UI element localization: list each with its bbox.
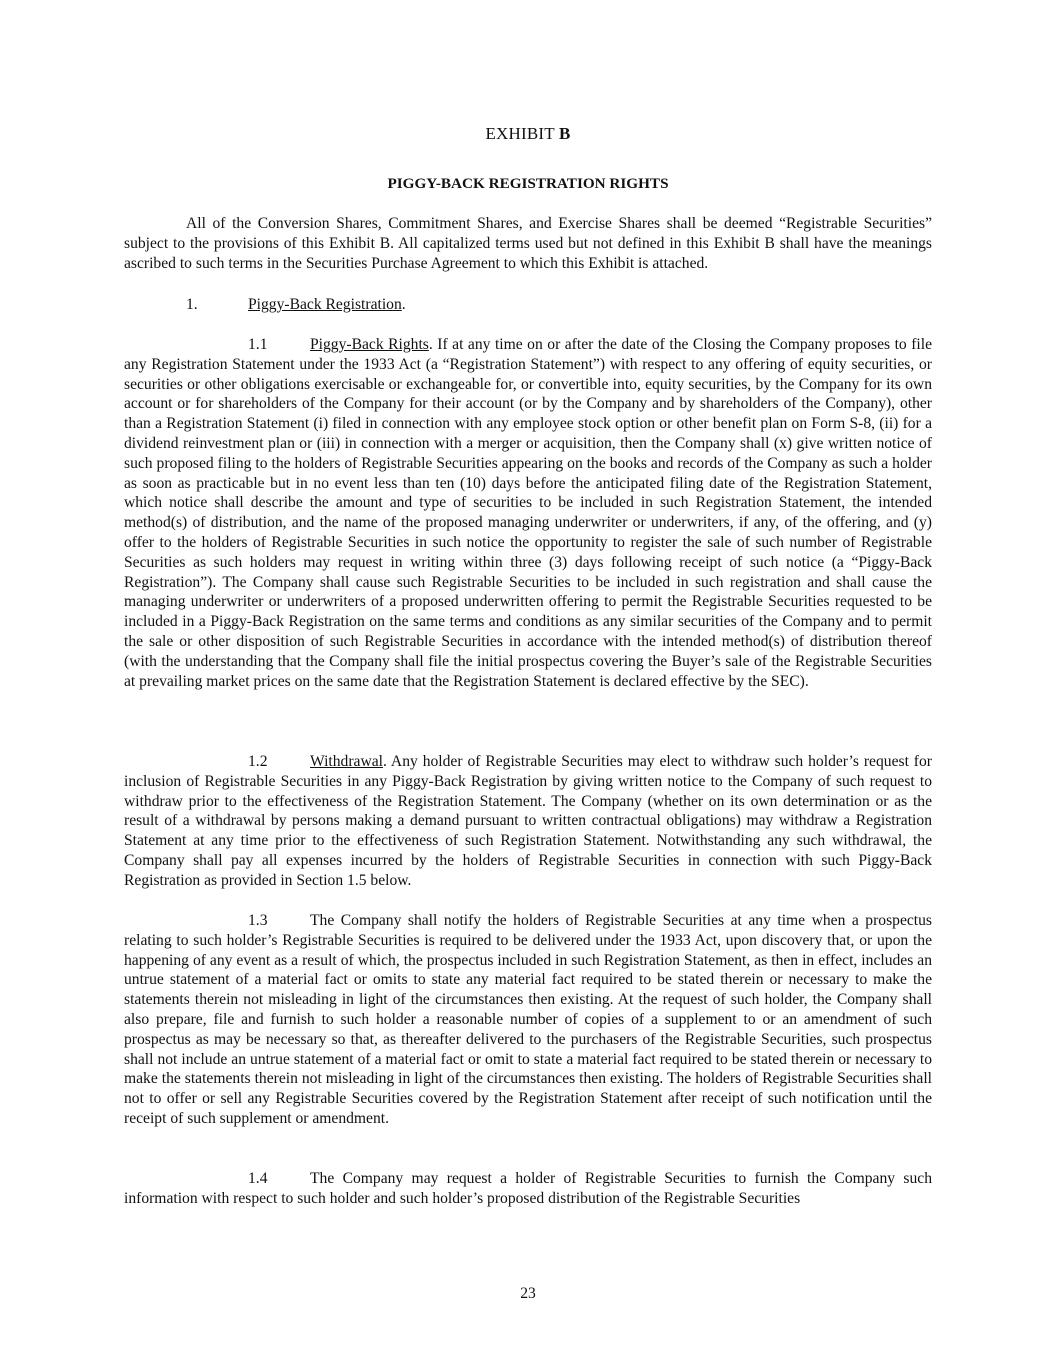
subsection-1-4-text: The Company may request a holder of Registrable Securities to furnish the Company such information with respect to such holder and such holder’s proposed distribution of the Registrable Securities [124, 1170, 932, 1207]
exhibit-letter: B [558, 124, 571, 143]
section-1-number: 1. [186, 296, 198, 313]
subsection-1-2-title: Withdrawal [310, 753, 383, 770]
subsection-1-3-number: 1.3 [248, 912, 268, 929]
subsection-1-3 [124, 911, 932, 1129]
subsection-1-4 [124, 1169, 932, 1209]
intro-paragraph: All of the Conversion Shares, Commitment Shares, and Exercise Shares shall be deemed “Registrable Securities” subject to the provisions of this Exhibit B. All capitalized terms used but not defined in this Exhibit B shall have the meanings ascribed to such terms in the Securities Purchase Agreement to which this Exhibit is attached. [124, 215, 932, 272]
section-1-trailing: . [401, 296, 406, 313]
subsection-1-1 [124, 335, 932, 691]
subsection-1-2-text: . Any holder of Registrable Securities may elect to withdraw such holder’s request for inclusion of Registrable Securities in any Piggy-Back Registration by giving written notice to the Company of such request to withdraw prior to the effectiveness of the Registration Statement. The Company (whether on its own determination or as the result of a withdrawal by persons making a demand pursuant to written contractual obligations) may withdraw a Registration Statement at any time prior to the effectiveness of such Registration Statement. Notwithstanding any such withdrawal, the Company shall pay all expenses incurred by the holders of Registrable Securities in connection with such Piggy-Back Registration as provided in Section 1.5 below. [124, 753, 932, 889]
section-title: PIGGY-BACK REGISTRATION RIGHTS [387, 175, 669, 192]
subsection-1-2-number: 1.2 [248, 753, 268, 770]
subsection-1-1-text: . If at any time on or after the date of the Closing the Company proposes to file any Registration Statement under the 1933 Act (a “Registration Statement”) with respect to any offering of equity securities, or securities or other obligations exercisable or exchangeable for, or convertible into, equity securities, by the Company for its own account or for shareholders of the Company for their account (or by the Company and by shareholders of the Company), other than a Registration Statement (i) filed in connection with any employee stock option or other benefit plan on Form S-8, (ii) for a dividend reinvestment plan or (iii) in connection with a merger or acquisition, then the Company shall (x) give written notice of such proposed filing to the holders of Registrable Securities appearing on the books and records of the Company as such a holder as soon as practicable but in no event less than ten (10) days before the anticipated filing date of the Registration Statement, which notice shall describe the amount and type of securities to be included in such Registration Statement, the intended method(s) of distribution, and the name of the proposed managing underwriter or underwriters, if any, of the offering, and (y) offer to the holders of Registrable Securities in such notice the opportunity to register the sale of such number of Registrable Securities as such holders may request in writing within three (3) days following receipt of such notice (a “Piggy-Back Registration”). The Company shall cause such Registrable Securities to be included in such registration and shall cause the managing underwriter or underwriters of a proposed underwritten offering to permit the Registrable Securities requested to be included in a Piggy-Back Registration on the same terms and conditions as any similar securities of the Company and to permit the sale or other disposition of such Registrable Securities in accordance with the intended method(s) of distribution thereof (with the understanding that the Company shall file the initial prospectus covering the Buyer’s sale of the Registrable Securities at prevailing market prices on the same date that the Registration Statement is declared effective by the SEC). [124, 336, 932, 690]
subsection-1-1-title: Piggy-Back Rights [310, 336, 429, 353]
exhibit-word: EXHIBIT [485, 124, 555, 143]
section-1-heading [186, 295, 406, 315]
subsection-1-2 [124, 752, 932, 891]
subsection-1-1-number: 1.1 [248, 336, 268, 353]
subsection-1-4-number: 1.4 [248, 1170, 268, 1187]
exhibit-title [124, 124, 932, 144]
subsection-1-3-text: The Company shall notify the holders of Registrable Securities at any time when a prospectus relating to such holder’s Registrable Securities is required to be delivered under the 1933 Act, upon discovery that, or upon the happening of any event as a result of which, the prospectus included in such Registration Statement, as then in effect, includes an untrue statement of a material fact or omits to state any material fact required to be stated therein or necessary to make the statements therein not misleading in light of the circumstances then existing. At the request of such holder, the Company shall also prepare, file and furnish to such holder a reasonable number of copies of a supplement to or an amendment of such prospectus as may be necessary so that, as thereafter delivered to the purchasers of the Registrable Securities, such prospectus shall not include an untrue statement of a material fact or omit to state a material fact required to be stated therein or necessary to make the statements therein not misleading in light of the circumstances then existing. The holders of Registrable Securities shall not to offer or sell any Registrable Securities covered by the Registration Statement after receipt of such notification until the receipt of such supplement or amendment. [124, 912, 932, 1127]
section-1-title: Piggy-Back Registration [248, 296, 402, 313]
page-number: 23 [520, 1285, 536, 1302]
